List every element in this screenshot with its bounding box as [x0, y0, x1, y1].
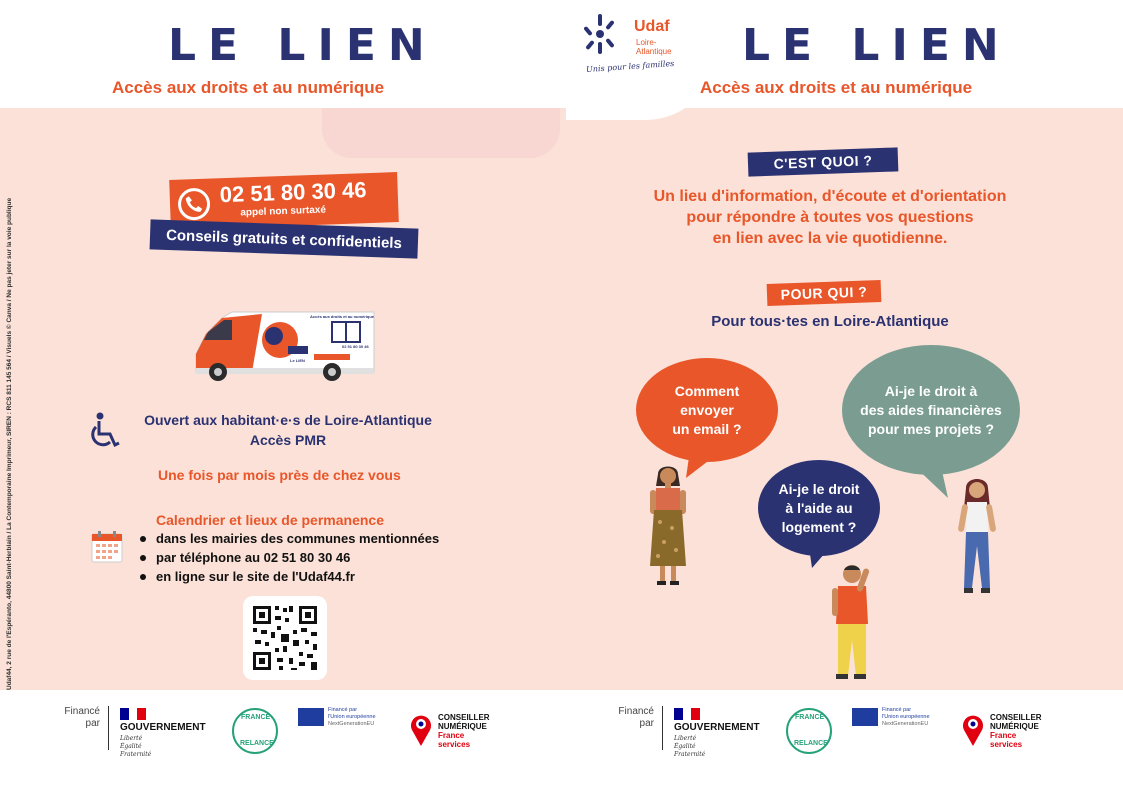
- finance-par: par: [85, 718, 100, 729]
- bubble-email-line-3: un email ?: [672, 420, 742, 437]
- motto-3: Fraternité: [674, 751, 706, 758]
- eu-flag-icon: [852, 708, 878, 726]
- finance-word: Financé: [618, 706, 654, 717]
- bubble-email-line-1: Comment: [674, 382, 740, 399]
- tag-who: POUR QUI ?: [767, 280, 882, 306]
- relance-top: FRANCE: [241, 714, 271, 721]
- person-man-thinking: [826, 560, 874, 682]
- eu-line-3: NextGenerationEU: [328, 721, 375, 727]
- cn-line-1: CONSEILLER: [438, 713, 490, 722]
- what-line-1: Un lieu d'information, d'écoute et d'orientation: [653, 188, 1007, 205]
- cn-line-3: France: [990, 731, 1017, 740]
- eu-line-1: Financé par: [882, 707, 912, 713]
- french-flag-icon: [674, 708, 700, 720]
- bubble-logement-line-3: logement ?: [781, 518, 857, 535]
- bus-side-text: Le LIEN: [290, 358, 305, 363]
- list-item: par téléphone au 02 51 80 30 46: [140, 548, 439, 567]
- relance-top: FRANCE: [795, 714, 825, 721]
- right-subtitle: Accès aux droits et au numérique: [700, 78, 973, 97]
- cn-line-1: CONSEILLER: [990, 713, 1042, 722]
- phone-note: appel non surtaxé: [240, 204, 327, 219]
- udaf-region-line2: Atlantique: [636, 47, 672, 56]
- motto-2: Égalité: [674, 743, 696, 750]
- eu-line-2: l'Union européenne: [328, 714, 376, 720]
- udaf-name: Udaf: [634, 18, 670, 35]
- motto-3: Fraternité: [120, 751, 152, 758]
- conseiller-numerique-label-left: [438, 713, 490, 749]
- eu-line-1: Financé par: [328, 707, 358, 713]
- eu-label-left: [328, 707, 376, 728]
- bubble-aides: [842, 345, 1020, 475]
- gov-motto-right: [674, 735, 705, 759]
- list-item: dans les mairies des communes mentionnées: [140, 529, 439, 548]
- tag-what: C'EST QUOI ?: [748, 147, 899, 176]
- conseiller-numerique-label-right: [990, 713, 1042, 749]
- person-woman-jeans: [952, 476, 1002, 602]
- list-item: en ligne sur le site de l'Udaf44.fr: [140, 567, 439, 586]
- relance-bottom: RELANCE: [240, 740, 274, 747]
- right-title: LE LIEN: [742, 20, 1011, 71]
- conseiller-numerique-icon: [962, 712, 984, 748]
- eu-line-2: l'Union européenne: [882, 714, 930, 720]
- divider: [108, 706, 109, 750]
- bubble-logement-line-2: à l'aide au: [785, 499, 853, 516]
- monthly-line: Une fois par mois près de chez vous: [158, 467, 401, 483]
- bubble-aides-line-1: Ai-je le droit à: [884, 382, 978, 399]
- finance-label-left: [58, 706, 100, 730]
- bubble-email-line-2: envoyer: [680, 401, 734, 418]
- relance-bottom: RELANCE: [794, 740, 828, 747]
- finance-par: par: [639, 718, 654, 729]
- france-relance-logo: [786, 708, 832, 754]
- udaf-region-line1: Loire-: [636, 38, 657, 47]
- cn-line-2: NUMÉRIQUE: [438, 722, 487, 731]
- french-flag-icon: [120, 708, 146, 720]
- eu-line-3: NextGenerationEU: [882, 721, 929, 727]
- who-description: Pour tous·tes en Loire-Atlantique: [711, 313, 949, 330]
- gov-label-left: GOUVERNEMENT: [120, 722, 206, 733]
- left-title: LE LIEN: [168, 20, 437, 71]
- calendar-title: Calendrier et lieux de permanence: [156, 512, 384, 528]
- bubble-email: [636, 358, 778, 462]
- udaf-tagline: Unis pour les familles: [585, 58, 675, 75]
- open-line-1: Ouvert aux habitant·e·s de Loire-Atlantique: [144, 412, 432, 428]
- left-subtitle: Accès aux droits et au numérique: [112, 78, 385, 97]
- bubble-logement-line-1: Ai-je le droit: [778, 480, 860, 497]
- what-line-2: pour répondre à toutes vos questions: [686, 209, 974, 226]
- legal-credit: Udaf44, 2 rue de l'Espéranto, 44800 Saint-Herblain / La Contemporaine Imprimeur, SIREN : RCS 811 145 564 / Visuels © Canva / Ne pas jeter sur la voie publique: [6, 197, 13, 690]
- bubble-logement: [758, 460, 880, 556]
- phone-number[interactable]: 02 51 80 30 46: [219, 177, 367, 208]
- france-relance-logo: [232, 708, 278, 754]
- bus-phone-text: 02 51 80 30 46: [342, 344, 369, 349]
- gov-label-right: GOUVERNEMENT: [674, 722, 760, 733]
- open-line-2: Accès PMR: [249, 432, 327, 448]
- motto-1: Liberté: [674, 735, 697, 742]
- gov-motto-left: [120, 735, 151, 759]
- footer: [0, 690, 1123, 794]
- eu-label-right: [882, 707, 930, 728]
- eu-flag-icon: [298, 708, 324, 726]
- motto-1: Liberté: [120, 735, 143, 742]
- motto-2: Égalité: [120, 743, 142, 750]
- conseils-banner: Conseils gratuits et confidentiels: [150, 219, 419, 258]
- bus-top-text: Accès aux droits et au numérique: [310, 314, 375, 319]
- finance-word: Financé: [64, 706, 100, 717]
- cn-line-4: services: [438, 740, 471, 749]
- bubble-aides-line-2: des aides financières: [860, 401, 1002, 418]
- conseiller-numerique-icon: [410, 712, 432, 748]
- finance-label-right: [612, 706, 654, 730]
- cn-line-4: services: [990, 740, 1023, 749]
- what-line-3: en lien avec la vie quotidienne.: [712, 230, 948, 247]
- bubble-aides-line-3: pour mes projets ?: [867, 420, 994, 437]
- person-woman-skirt: [644, 462, 692, 588]
- cn-line-3: France: [438, 731, 465, 740]
- divider: [662, 706, 663, 750]
- cn-line-2: NUMÉRIQUE: [990, 722, 1039, 731]
